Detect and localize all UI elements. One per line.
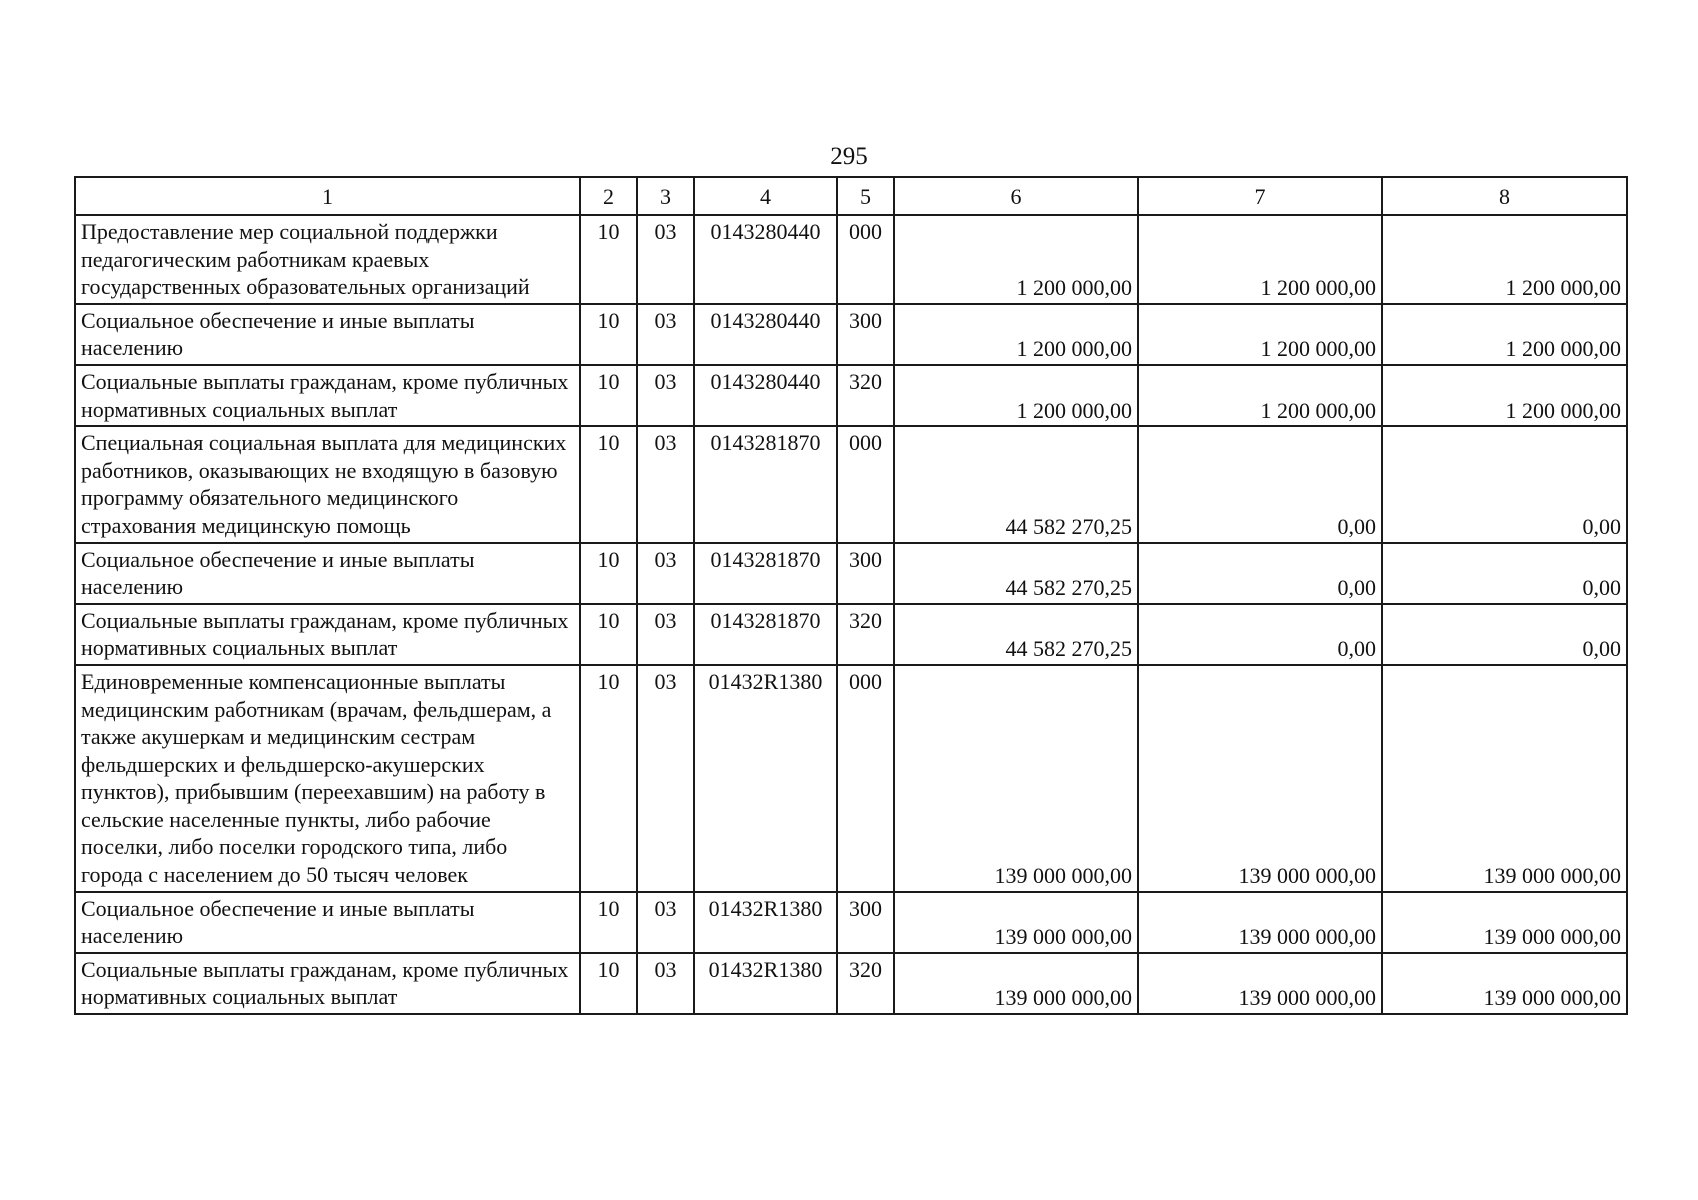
expense-type-cell: 300 (837, 543, 894, 604)
section-code-cell: 10 (580, 953, 637, 1014)
expense-type-cell: 300 (837, 892, 894, 953)
target-article-cell: 0143280440 (694, 365, 837, 426)
amount-col7-cell: 139 000 000,00 (1138, 892, 1382, 953)
subsection-code-cell: 03 (637, 365, 694, 426)
target-article-cell: 0143281870 (694, 426, 837, 542)
table-row (75, 365, 1627, 426)
section-code-cell: 10 (580, 892, 637, 953)
table-row (75, 953, 1627, 1014)
column-header-1: 1 (75, 177, 580, 215)
column-header-5: 5 (837, 177, 894, 215)
amount-col8-cell: 1 200 000,00 (1382, 304, 1627, 365)
column-header-8: 8 (1382, 177, 1627, 215)
amount-col7-cell: 139 000 000,00 (1138, 953, 1382, 1014)
amount-col6-cell: 1 200 000,00 (894, 215, 1138, 304)
row-name-cell: Специальная социальная выплата для медицинских работников, оказывающих не входящую в базовую программу обязательного медицинского страхования медицинскую помощь (75, 426, 580, 542)
amount-col8-cell: 0,00 (1382, 543, 1627, 604)
target-article-cell: 0143280440 (694, 215, 837, 304)
amount-col7-cell: 1 200 000,00 (1138, 215, 1382, 304)
amount-col6-cell: 44 582 270,25 (894, 543, 1138, 604)
row-name-cell: Социальные выплаты гражданам, кроме публичных нормативных социальных выплат (75, 953, 580, 1014)
expense-type-cell: 320 (837, 953, 894, 1014)
target-article-cell: 01432R1380 (694, 953, 837, 1014)
amount-col6-cell: 139 000 000,00 (894, 892, 1138, 953)
amount-col6-cell: 139 000 000,00 (894, 665, 1138, 892)
amount-col7-cell: 0,00 (1138, 543, 1382, 604)
target-article-cell: 01432R1380 (694, 665, 837, 892)
column-header-4: 4 (694, 177, 837, 215)
row-name-cell: Единовременные компенсационные выплаты медицинским работникам (врачам, фельдшерам, а также акушеркам и медицинским сестрам фельдшерских и фельдшерско-акушерских пунктов), прибывшим (переехавшим) на работу в сельские населенные пункты, либо рабочие поселки, либо поселки городского типа, либо города с населением до 50 тысяч человек (75, 665, 580, 892)
amount-col7-cell: 1 200 000,00 (1138, 365, 1382, 426)
expense-type-cell: 320 (837, 604, 894, 665)
table-row (75, 604, 1627, 665)
target-article-cell: 0143281870 (694, 604, 837, 665)
amount-col6-cell: 139 000 000,00 (894, 953, 1138, 1014)
subsection-code-cell: 03 (637, 604, 694, 665)
section-code-cell: 10 (580, 215, 637, 304)
amount-col6-cell: 44 582 270,25 (894, 426, 1138, 542)
column-header-2: 2 (580, 177, 637, 215)
table-row (75, 426, 1627, 542)
section-code-cell: 10 (580, 304, 637, 365)
section-code-cell: 10 (580, 543, 637, 604)
expense-type-cell: 300 (837, 304, 894, 365)
budget-table (74, 176, 1628, 1015)
subsection-code-cell: 03 (637, 304, 694, 365)
subsection-code-cell: 03 (637, 215, 694, 304)
subsection-code-cell: 03 (637, 665, 694, 892)
expense-type-cell: 320 (837, 365, 894, 426)
table-row (75, 215, 1627, 304)
row-name-cell: Социальное обеспечение и иные выплаты населению (75, 892, 580, 953)
table-row (75, 543, 1627, 604)
row-name-cell: Социальные выплаты гражданам, кроме публичных нормативных социальных выплат (75, 365, 580, 426)
amount-col7-cell: 0,00 (1138, 604, 1382, 665)
row-name-cell: Социальное обеспечение и иные выплаты населению (75, 304, 580, 365)
section-code-cell: 10 (580, 365, 637, 426)
amount-col8-cell: 139 000 000,00 (1382, 892, 1627, 953)
target-article-cell: 0143280440 (694, 304, 837, 365)
row-name-cell: Предоставление мер социальной поддержки педагогическим работникам краевых государственных образовательных организаций (75, 215, 580, 304)
column-header-7: 7 (1138, 177, 1382, 215)
amount-col8-cell: 139 000 000,00 (1382, 953, 1627, 1014)
amount-col6-cell: 1 200 000,00 (894, 304, 1138, 365)
subsection-code-cell: 03 (637, 892, 694, 953)
section-code-cell: 10 (580, 665, 637, 892)
amount-col7-cell: 139 000 000,00 (1138, 665, 1382, 892)
amount-col8-cell: 1 200 000,00 (1382, 365, 1627, 426)
expense-type-cell: 000 (837, 665, 894, 892)
expense-type-cell: 000 (837, 426, 894, 542)
column-header-6: 6 (894, 177, 1138, 215)
amount-col6-cell: 1 200 000,00 (894, 365, 1138, 426)
table-header-row (75, 177, 1627, 215)
page-number: 295 (830, 143, 868, 170)
target-article-cell: 0143281870 (694, 543, 837, 604)
amount-col8-cell: 139 000 000,00 (1382, 665, 1627, 892)
column-header-3: 3 (637, 177, 694, 215)
target-article-cell: 01432R1380 (694, 892, 837, 953)
amount-col6-cell: 44 582 270,25 (894, 604, 1138, 665)
table-row (75, 892, 1627, 953)
section-code-cell: 10 (580, 426, 637, 542)
amount-col8-cell: 0,00 (1382, 604, 1627, 665)
amount-col8-cell: 0,00 (1382, 426, 1627, 542)
subsection-code-cell: 03 (637, 426, 694, 542)
expense-type-cell: 000 (837, 215, 894, 304)
amount-col7-cell: 1 200 000,00 (1138, 304, 1382, 365)
subsection-code-cell: 03 (637, 953, 694, 1014)
table-row (75, 665, 1627, 892)
row-name-cell: Социальное обеспечение и иные выплаты населению (75, 543, 580, 604)
amount-col7-cell: 0,00 (1138, 426, 1382, 542)
table-row (75, 304, 1627, 365)
subsection-code-cell: 03 (637, 543, 694, 604)
amount-col8-cell: 1 200 000,00 (1382, 215, 1627, 304)
section-code-cell: 10 (580, 604, 637, 665)
row-name-cell: Социальные выплаты гражданам, кроме публичных нормативных социальных выплат (75, 604, 580, 665)
